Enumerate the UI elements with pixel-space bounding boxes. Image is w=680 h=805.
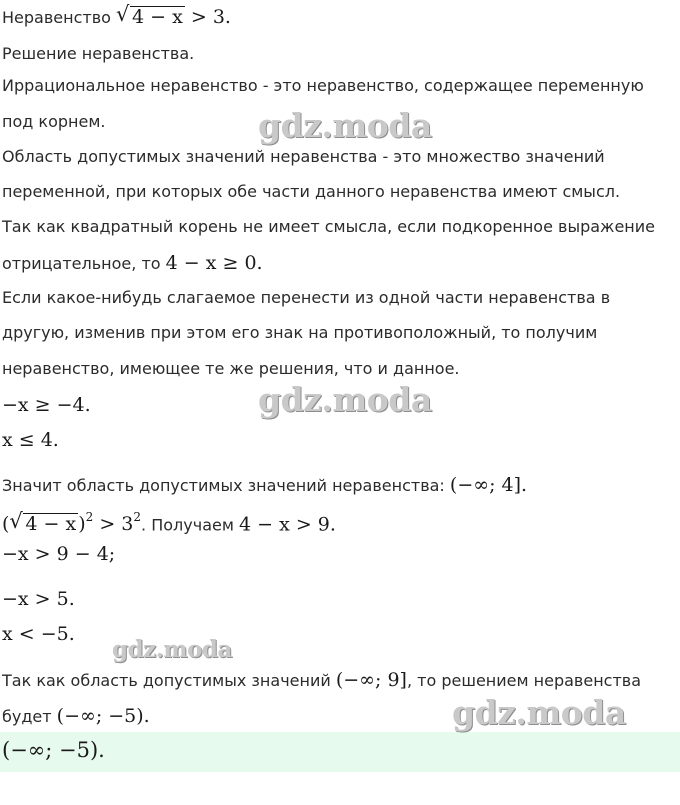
math-inline: ( √ 4 − x )$^2 > 3^2$ [2,509,142,536]
sqrt-symbol: √ 4 − x [116,2,183,28]
math-inline: (−∞; −5). [56,705,150,727]
text-line: Область допустимых значений неравенства - это множество значений [2,147,605,166]
math-line: x ≤ 4. [2,429,59,451]
problem-radicand: 4 − x [132,6,183,28]
watermark-logo: gdz.moda [112,636,232,663]
text-line: неравенство, имеющее те же решения, что и данное. [2,359,460,378]
math-fragment: > 3 [99,513,134,536]
answer-value: (−∞; −5). [2,738,105,762]
text-line: Если какое-нибудь слагаемое перенести из одной части неравенства в [2,288,611,307]
problem-expression [116,2,231,28]
text-fragment: , то решением неравенства [406,671,642,690]
text-fragment: отрицательное, то [2,254,161,273]
problem-rest: > 3. [190,6,231,28]
text-line: Иррациональное неравенство - это неравенство, содержащее переменную [2,76,644,95]
text-line: Решение неравенства. [2,44,195,63]
math-inline: 4 − x ≥ 0. [165,252,263,274]
radicand: 4 − x [25,513,77,536]
math-inline: (−∞; 4]. [449,474,528,496]
math-line: x < −5. [2,623,75,645]
math-line: −x > 5. [2,588,75,610]
text-fragment: . Получаем [141,515,234,535]
watermark-logo: gdz.moda [258,106,432,145]
math-line: −x ≥ −4. [2,394,91,416]
text-fragment: будет [2,707,52,726]
text-line: под корнем. [2,112,106,131]
watermark-logo: gdz.moda [258,380,432,419]
problem-label: Неравенство [2,8,111,27]
text-line: Так как квадратный корень не имеет смысла, если подкоренное выражение [2,217,655,236]
watermark-logo: gdz.moda [452,693,626,732]
math-line: −x > 9 − 4; [2,543,116,565]
text-fragment: Значит область допустимых значений неравенства: [2,476,445,495]
text-line [2,508,336,536]
text-line [2,669,641,692]
text-line: другую, изменив при этом его знак на противоположный, то получим [2,323,598,342]
math-inline: (−∞; 9] [335,669,407,691]
answer-box [0,732,680,772]
text-line [2,474,527,497]
problem-statement [2,2,231,29]
math-inline: 4 − x > 9. [239,513,336,536]
text-line [2,705,150,728]
text-fragment: Так как область допустимых значений [2,671,331,690]
text-line: переменной, при которых обе части данного неравенства имеют смысл. [2,182,621,201]
text-line [2,252,263,275]
